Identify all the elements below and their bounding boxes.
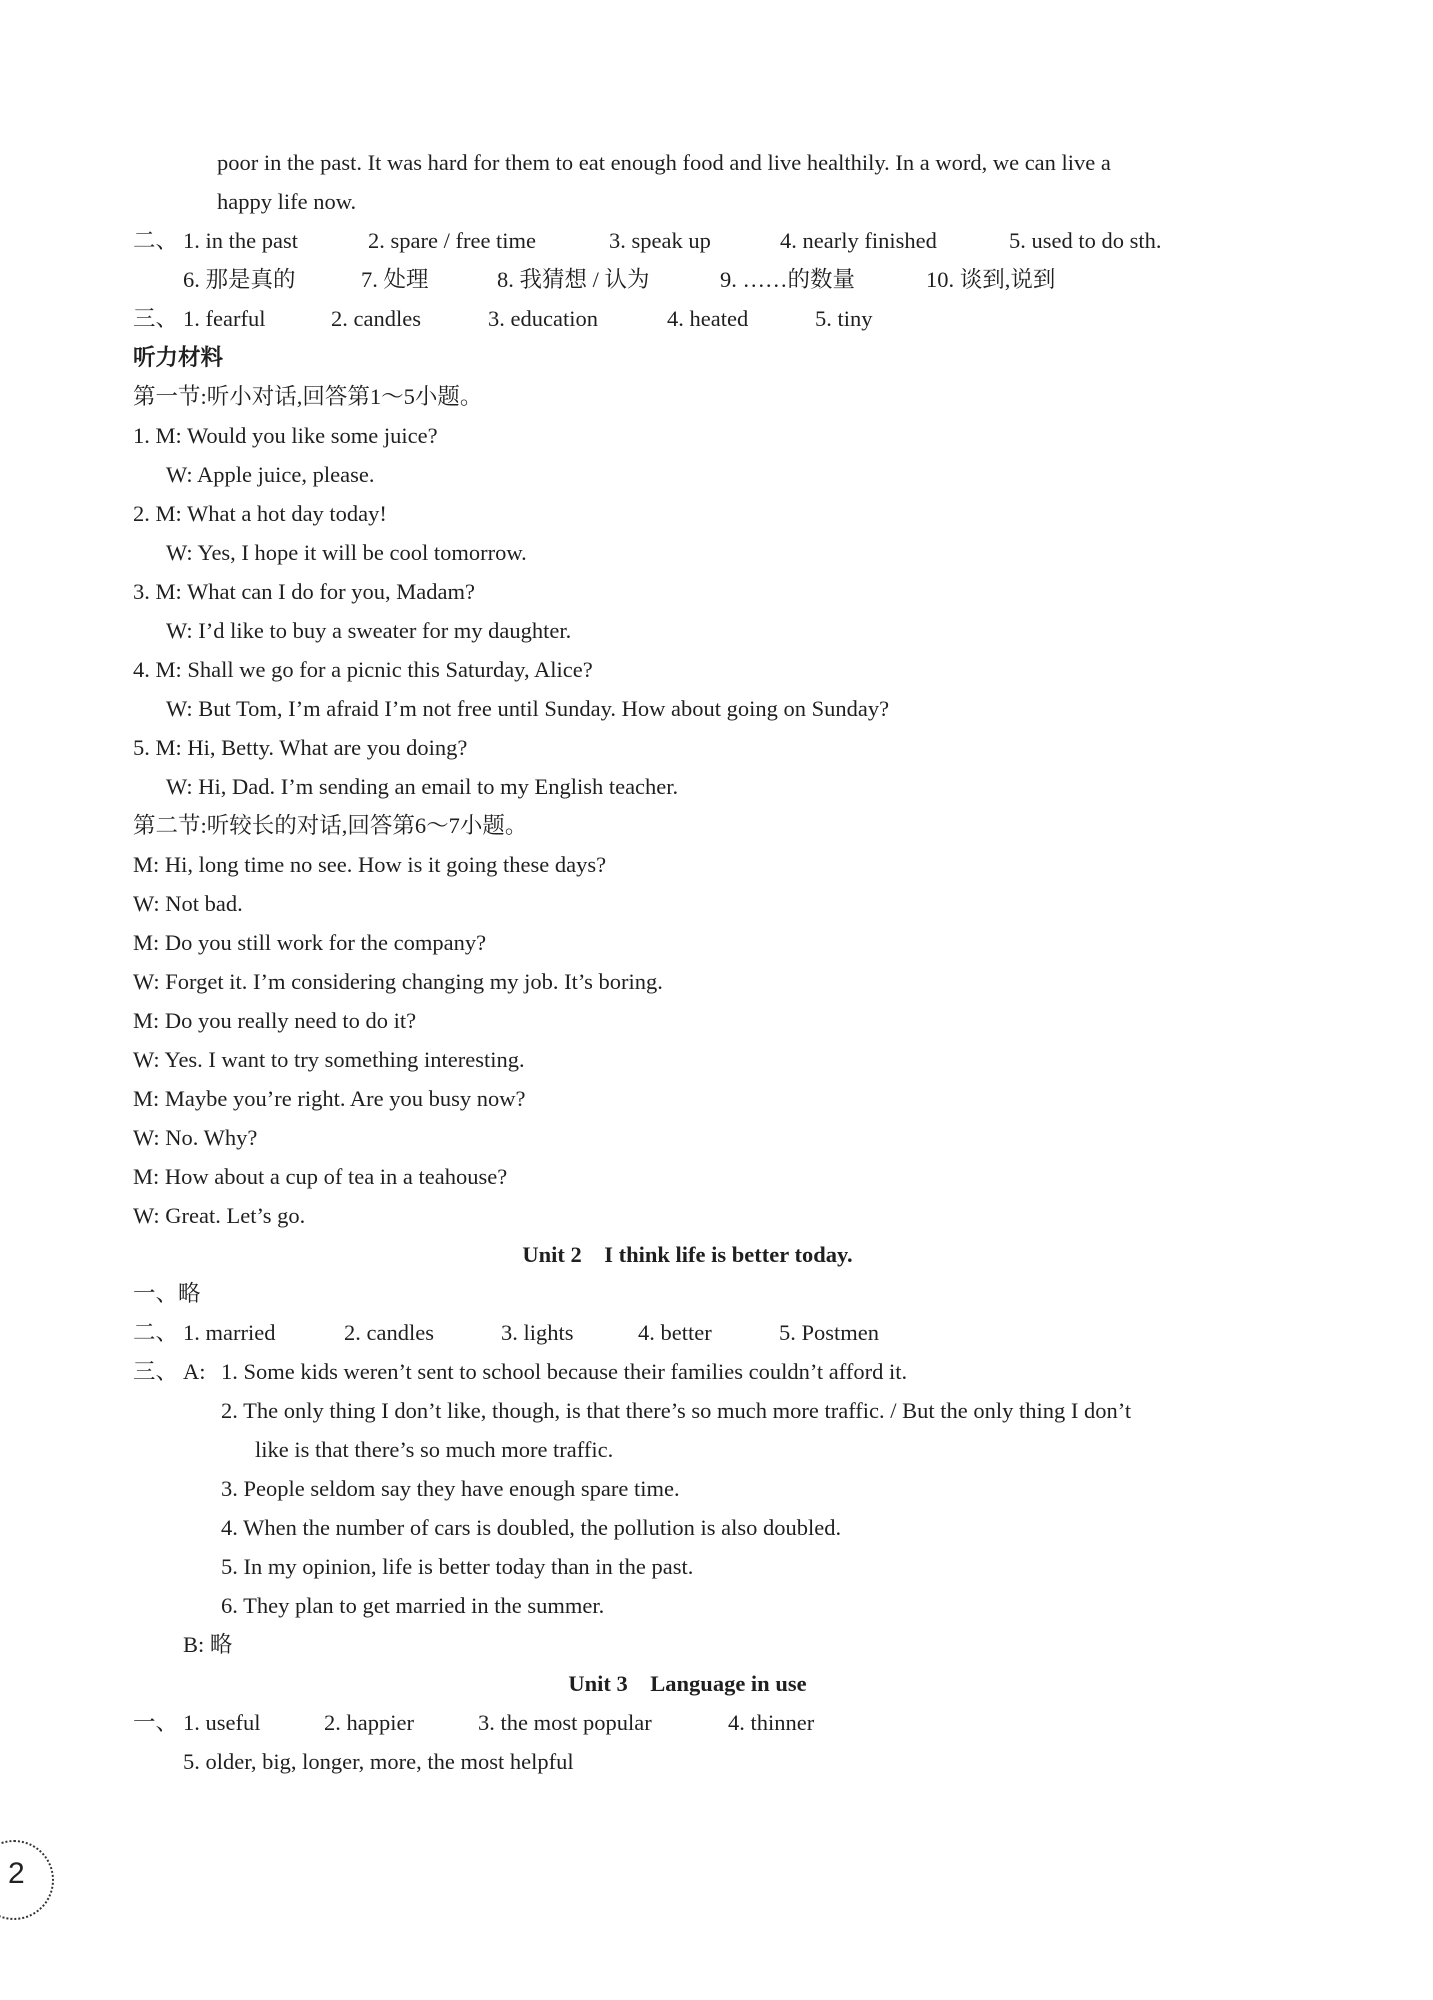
dialog-line: W: Yes, I hope it will be cool tomorrow. <box>166 540 527 565</box>
answer-item: 2. candles <box>331 306 421 331</box>
long-dialog-line: W: Not bad. <box>133 891 243 916</box>
sentence-item: 1. Some kids weren’t sent to school because their families couldn’t afford it. <box>221 1359 908 1384</box>
answer-item: 8. 我猜想 / 认为 <box>497 267 650 292</box>
dialog-line: 4. M: Shall we go for a picnic this Saturday, Alice? <box>133 657 593 682</box>
dialog-line: 5. M: Hi, Betty. What are you doing? <box>133 735 468 760</box>
continuation-line-1: poor in the past. It was hard for them to eat enough food and live healthily. In a word, we can live a <box>217 150 1111 175</box>
answer-item: 1. useful <box>183 1710 261 1735</box>
answer-item: 10. 谈到,说到 <box>926 267 1056 292</box>
dialog-line: W: Hi, Dad. I’m sending an email to my English teacher. <box>166 774 679 799</box>
dialog-line: W: But Tom, I’m afraid I’m not free until Sunday. How about going on Sunday? <box>166 696 890 721</box>
unit-2-title: Unit 2 I think life is better today. <box>522 1242 853 1267</box>
sentence-item: 2. The only thing I don’t like, though, is that there’s so much more traffic. / But the only thing I don’t <box>221 1398 1132 1423</box>
answer-item: 5. tiny <box>815 306 873 331</box>
answer-item: 2. happier <box>324 1710 414 1735</box>
unit-3-section-one-row-2: 5. older, big, longer, more, the most helpful <box>183 1749 574 1774</box>
page-number: 2 <box>8 1857 25 1890</box>
answer-item: 3. education <box>488 306 598 331</box>
dialog-line: W: I’d like to buy a sweater for my daughter. <box>166 618 572 643</box>
answer-item: 7. 处理 <box>361 267 429 292</box>
sentence-item: 3. People seldom say they have enough spare time. <box>221 1476 680 1501</box>
long-dialog-line: M: Do you still work for the company? <box>133 930 487 955</box>
long-dialog-line: M: Hi, long time no see. How is it going these days? <box>133 852 607 877</box>
answer-item: 3. the most popular <box>478 1710 652 1735</box>
dialog-line: W: Apple juice, please. <box>166 462 375 487</box>
answer-item: 2. candles <box>344 1320 434 1345</box>
answer-item: 2. spare / free time <box>368 228 537 253</box>
section-mark: 三、 <box>133 306 179 331</box>
answer-item: 4. nearly finished <box>780 228 937 253</box>
sentence-item-continued: like is that there’s so much more traffic. <box>255 1437 614 1462</box>
answer-item: 4. better <box>638 1320 712 1345</box>
unit-2-section-one: 一、略 <box>133 1281 201 1306</box>
answer-item: 5. Postmen <box>779 1320 880 1345</box>
answer-item: 5. used to do sth. <box>1009 228 1162 253</box>
answer-item: 6. 那是真的 <box>183 267 296 292</box>
answer-item: 1. in the past <box>183 228 298 253</box>
section-mark: 二、 <box>133 228 179 253</box>
long-dialog-line: M: Do you really need to do it? <box>133 1008 417 1033</box>
long-dialog-line: W: Forget it. I’m considering changing my job. It’s boring. <box>133 969 663 994</box>
dialog-line: 1. M: Would you like some juice? <box>133 423 438 448</box>
long-dialog-line: W: Great. Let’s go. <box>133 1203 306 1228</box>
long-dialog-line: M: How about a cup of tea in a teahouse? <box>133 1164 508 1189</box>
answer-item: 3. speak up <box>609 228 711 253</box>
listening-title: 听力材料 <box>133 345 224 370</box>
long-dialog-line: W: No. Why? <box>133 1125 258 1150</box>
section-mark: 三、 <box>133 1359 179 1384</box>
answer-item: 3. lights <box>501 1320 574 1345</box>
part-two-title: 第二节:听较长的对话,回答第6～7小题。 <box>133 813 528 838</box>
dialog-line: 2. M: What a hot day today! <box>133 501 387 526</box>
sentence-item: 6. They plan to get married in the summer. <box>221 1593 605 1618</box>
answer-item: 9. ……的数量 <box>720 267 856 292</box>
section-mark: 一、 <box>133 1710 179 1735</box>
long-dialog-line: M: Maybe you’re right. Are you busy now? <box>133 1086 526 1111</box>
answer-item: 4. thinner <box>728 1710 815 1735</box>
part-one-title: 第一节:听小对话,回答第1～5小题。 <box>133 384 483 409</box>
sentence-item: 4. When the number of cars is doubled, the pollution is also doubled. <box>221 1515 842 1540</box>
part-b-line: B: 略 <box>183 1632 233 1657</box>
sentence-item: 5. In my opinion, life is better today than in the past. <box>221 1554 694 1579</box>
answer-item: 1. married <box>183 1320 276 1345</box>
answer-item: 1. fearful <box>183 306 266 331</box>
continuation-line-2: happy life now. <box>217 189 357 214</box>
unit-3-title: Unit 3 Language in use <box>568 1671 807 1696</box>
long-dialog-line: W: Yes. I want to try something interesting. <box>133 1047 525 1072</box>
part-a-label: A: <box>183 1359 206 1384</box>
answer-item: 4. heated <box>667 306 749 331</box>
section-mark: 二、 <box>133 1320 179 1345</box>
dialog-line: 3. M: What can I do for you, Madam? <box>133 579 475 604</box>
